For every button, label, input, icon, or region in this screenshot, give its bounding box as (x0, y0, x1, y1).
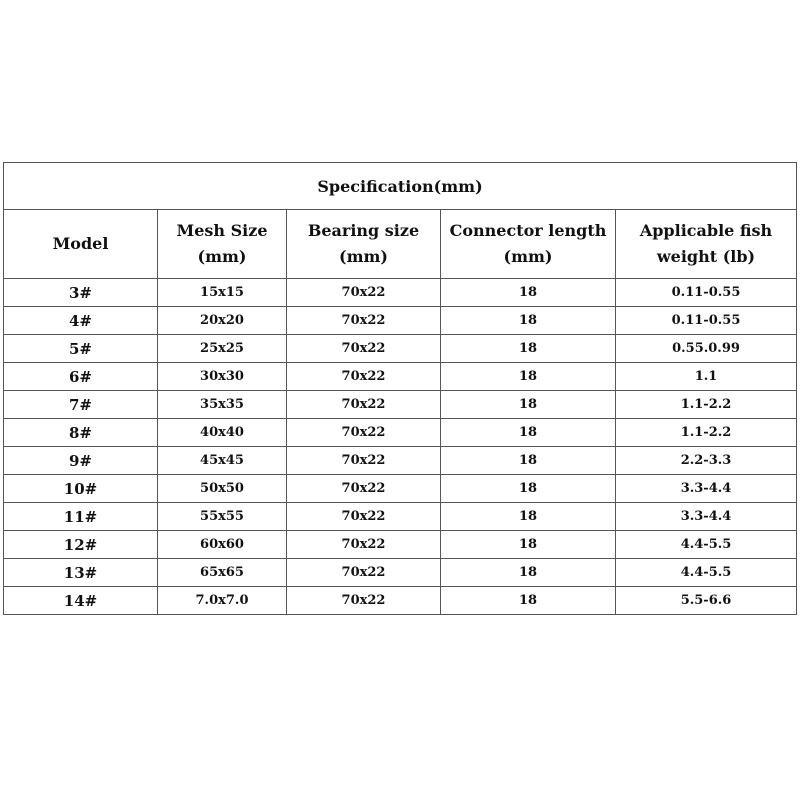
fish-weight-cell: 1.1 (616, 363, 797, 391)
bearing-size-cell: 70x22 (287, 559, 441, 587)
mesh-size-cell: 45x45 (158, 447, 287, 475)
fish-weight-cell: 4.4-5.5 (616, 559, 797, 587)
connector-length-cell: 18 (441, 279, 616, 307)
table-row (4, 447, 797, 475)
table-row (4, 419, 797, 447)
bearing-size-cell: 70x22 (287, 531, 441, 559)
connector-length-cell: 18 (441, 503, 616, 531)
bearing-size-cell: 70x22 (287, 587, 441, 615)
header-fish-weight-line1: Applicable fish (639, 221, 773, 240)
model-cell: 5# (4, 335, 158, 363)
model-cell: 13# (4, 559, 158, 587)
bearing-size-cell: 70x22 (287, 447, 441, 475)
connector-length-cell: 18 (441, 391, 616, 419)
header-mesh-size (158, 210, 287, 279)
fish-weight-cell: 1.1-2.2 (616, 419, 797, 447)
connector-length-cell: 18 (441, 307, 616, 335)
table-row (4, 475, 797, 503)
table-row (4, 363, 797, 391)
header-connector-length (441, 210, 616, 279)
connector-length-cell: 18 (441, 335, 616, 363)
table-row (4, 391, 797, 419)
bearing-size-cell: 70x22 (287, 503, 441, 531)
fish-weight-cell: 1.1-2.2 (616, 391, 797, 419)
header-model (4, 210, 158, 279)
mesh-size-cell: 60x60 (158, 531, 287, 559)
header-mesh-size-line1: Mesh Size (176, 221, 268, 240)
header-bearing-size-line1: Bearing size (307, 221, 420, 240)
fish-weight-cell: 0.55.0.99 (616, 335, 797, 363)
connector-length-cell: 18 (441, 419, 616, 447)
bearing-size-cell: 70x22 (287, 335, 441, 363)
table-row (4, 279, 797, 307)
connector-length-cell: 18 (441, 587, 616, 615)
table-row (4, 503, 797, 531)
fish-weight-cell: 3.3-4.4 (616, 475, 797, 503)
fish-weight-cell: 2.2-3.3 (616, 447, 797, 475)
fish-weight-cell: 0.11-0.55 (616, 307, 797, 335)
model-cell: 8# (4, 419, 158, 447)
bearing-size-cell: 70x22 (287, 419, 441, 447)
bearing-size-cell: 70x22 (287, 475, 441, 503)
table-title: Specification(mm) (4, 163, 797, 210)
table-row (4, 335, 797, 363)
header-connector-length-line1: Connector length (449, 221, 607, 240)
header-model-line1: Model (52, 234, 109, 253)
mesh-size-cell: 7.0x7.0 (158, 587, 287, 615)
bearing-size-cell: 70x22 (287, 363, 441, 391)
fish-weight-cell: 3.3-4.4 (616, 503, 797, 531)
connector-length-cell: 18 (441, 363, 616, 391)
connector-length-cell: 18 (441, 447, 616, 475)
mesh-size-cell: 50x50 (158, 475, 287, 503)
model-cell: 7# (4, 391, 158, 419)
mesh-size-cell: 25x25 (158, 335, 287, 363)
mesh-size-cell: 65x65 (158, 559, 287, 587)
table-row (4, 531, 797, 559)
header-bearing-size-line2: (mm) (339, 247, 388, 266)
header-fish-weight (616, 210, 797, 279)
mesh-size-cell: 15x15 (158, 279, 287, 307)
specification-table-body (4, 163, 797, 615)
header-row (4, 210, 797, 279)
model-cell: 4# (4, 307, 158, 335)
mesh-size-cell: 55x55 (158, 503, 287, 531)
fish-weight-cell: 0.11-0.55 (616, 279, 797, 307)
bearing-size-cell: 70x22 (287, 391, 441, 419)
connector-length-cell: 18 (441, 559, 616, 587)
connector-length-cell: 18 (441, 475, 616, 503)
model-cell: 11# (4, 503, 158, 531)
header-bearing-size (287, 210, 441, 279)
model-cell: 12# (4, 531, 158, 559)
table-row (4, 587, 797, 615)
specification-table (3, 162, 797, 615)
header-connector-length-line2: (mm) (503, 247, 553, 266)
model-cell: 3# (4, 279, 158, 307)
header-mesh-size-line2: (mm) (197, 247, 247, 266)
table-row (4, 307, 797, 335)
title-row (4, 163, 797, 210)
mesh-size-cell: 35x35 (158, 391, 287, 419)
fish-weight-cell: 4.4-5.5 (616, 531, 797, 559)
model-cell: 10# (4, 475, 158, 503)
model-cell: 6# (4, 363, 158, 391)
mesh-size-cell: 20x20 (158, 307, 287, 335)
connector-length-cell: 18 (441, 531, 616, 559)
mesh-size-cell: 30x30 (158, 363, 287, 391)
fish-weight-cell: 5.5-6.6 (616, 587, 797, 615)
table-row (4, 559, 797, 587)
model-cell: 9# (4, 447, 158, 475)
bearing-size-cell: 70x22 (287, 279, 441, 307)
model-cell: 14# (4, 587, 158, 615)
header-fish-weight-line2: weight (lb) (656, 247, 756, 266)
mesh-size-cell: 40x40 (158, 419, 287, 447)
bearing-size-cell: 70x22 (287, 307, 441, 335)
